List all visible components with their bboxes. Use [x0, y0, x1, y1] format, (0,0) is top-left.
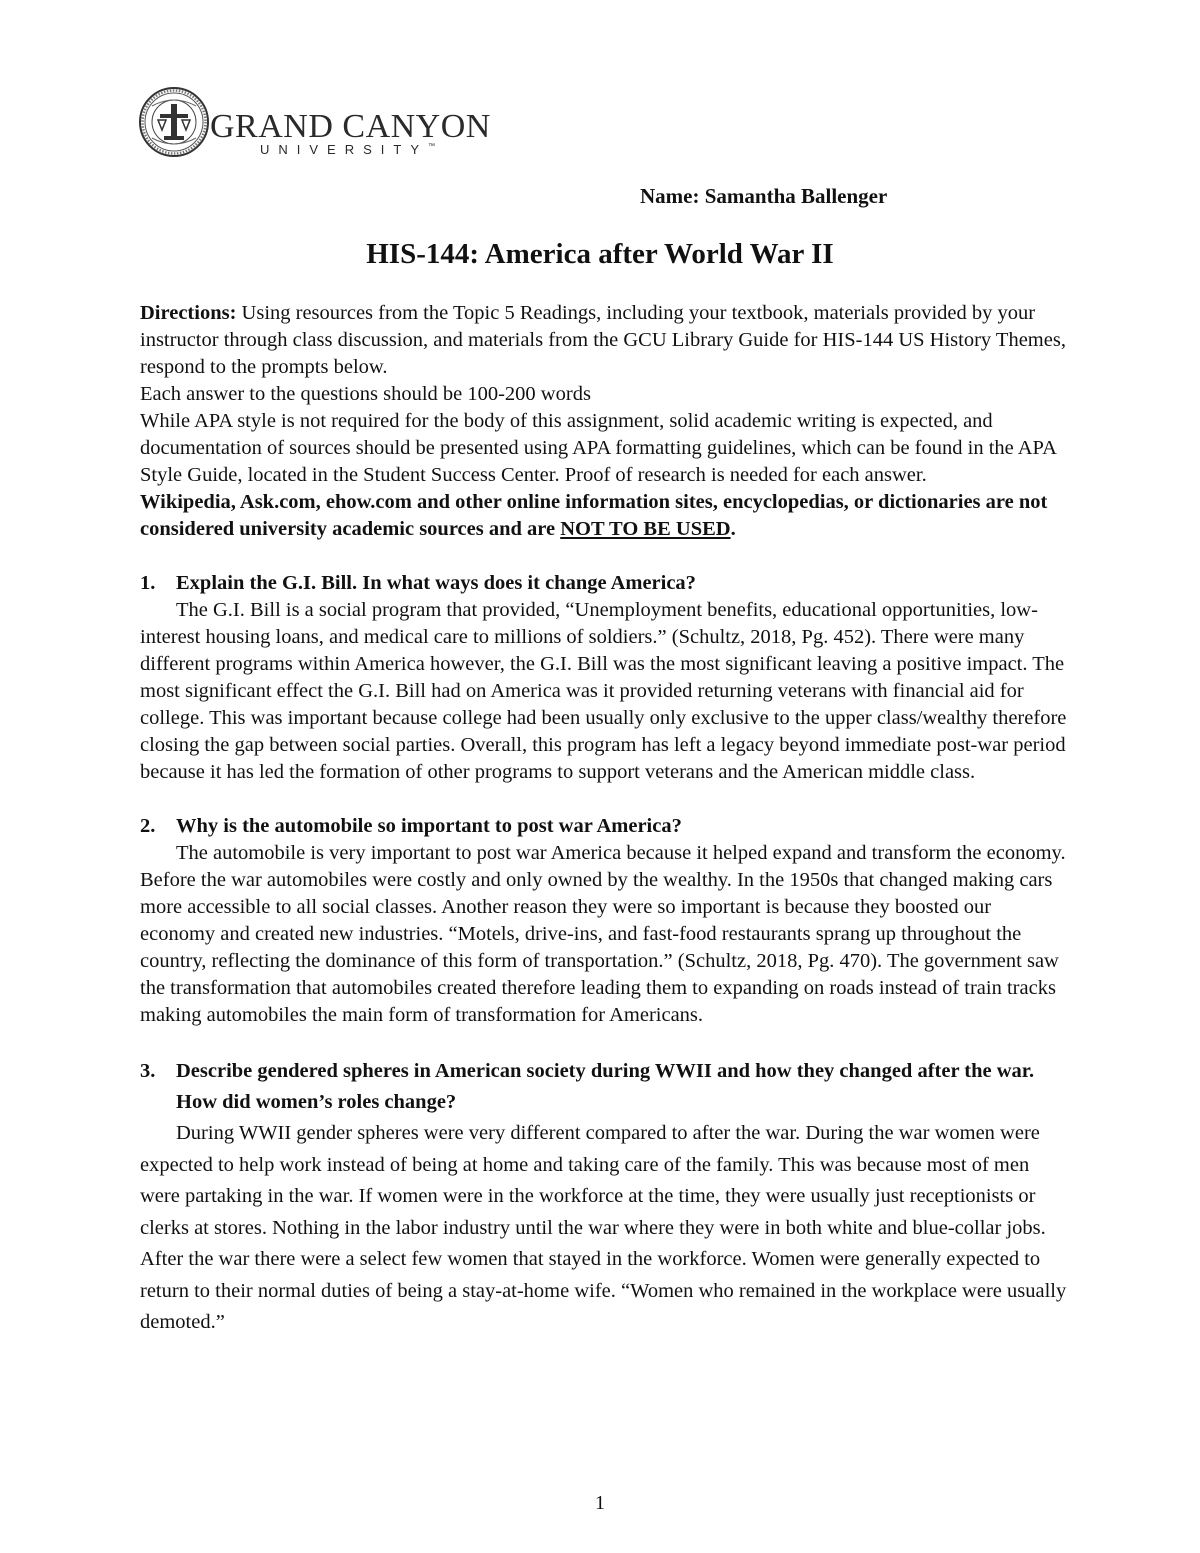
apa-instruction: While APA style is not required for the body of this assignment, solid academic writing is expected, and documentation of sources should be presented using APA formatting guidelines, which can be found in the APA Style Guide, located in the Student Success Center. Proof of research is needed for each answer. — [140, 410, 1056, 486]
question-number: 2. — [140, 815, 156, 837]
university-logo — [138, 86, 491, 162]
question-text: Describe gendered spheres in American society during WWII and how they changed after the war. How did women’s roles change? — [176, 1060, 1035, 1113]
word-count-instruction: Each answer to the questions should be 100-200 words — [140, 383, 591, 405]
university-name-top: GRAND CANYON — [210, 108, 491, 145]
question-number: 3. — [140, 1060, 156, 1082]
question-2 — [140, 813, 1070, 840]
document-body — [140, 300, 1070, 1339]
sources-warning-text: Wikipedia, Ask.com, ehow.com and other online information sites, encyclopedias, or dictionaries are not considered university academic sources and are — [140, 491, 1048, 540]
document-title: HIS-144: America after World War II — [366, 238, 834, 270]
directions-label: Directions: — [140, 302, 237, 324]
sources-warning-period: . — [730, 518, 736, 540]
trademark-symbol: ™ — [428, 143, 436, 150]
answer-2: The automobile is very important to post war America because it helped expand and transform the economy. Before the war automobiles were costly and only owned by the wealthy. In the 1950s that changed making cars more accessible to all social classes. Another reason they were so important is because they boosted our economy and created new industries. “Motels, drive-ins, and fast-food restaurants sprang up throughout the country, reflecting the dominance of this form of transportation.” (Schultz, 2018, Pg. 470). The government saw the transformation that automobiles created therefore leading them to expanding on roads instead of train tracks making automobiles the main form of transformation for Americans. — [140, 842, 1066, 1026]
question-1 — [140, 570, 1070, 597]
student-name: Name: Samantha Ballenger — [640, 184, 888, 208]
page-number: 1 — [595, 1492, 605, 1514]
university-seal-icon — [138, 86, 210, 158]
question-text: Why is the automobile so important to post war America? — [176, 815, 682, 837]
university-name-bottom — [260, 143, 435, 156]
question-text: Explain the G.I. Bill. In what ways does it change America? — [176, 572, 696, 594]
university-word: UNIVERSITY — [260, 142, 429, 157]
question-3 — [140, 1056, 1070, 1118]
answer-1: The G.I. Bill is a social program that provided, “Unemployment benefits, educational opportunities, low-interest housing loans, and medical care to millions of soldiers.” (Schultz, 2018, Pg. 452). There were many different programs within America however, the G.I. Bill was the most significant leaving a positive impact. The most significant effect the G.I. Bill had on America was it provided returning veterans with financial aid for college. This was important because college had been usually only exclusive to the upper class/wealthy therefore closing the gap between social parties. Overall, this program has left a legacy beyond immediate post-war period because it has led the formation of other programs to support veterans and the American middle class. — [140, 599, 1067, 783]
directions-text: Using resources from the Topic 5 Readings, including your textbook, materials provided by your instructor through class discussion, and materials from the GCU Library Guide for HIS-144 US History Themes, respond to the prompts below. — [140, 302, 1066, 378]
answer-3: During WWII gender spheres were very different compared to after the war. During the war women were expected to help work instead of being at home and taking care of the family. This was because most of men were partaking in the war. If women were in the workforce at the time, they were usually just receptionists or clerks at stores. Nothing in the labor industry until the war where they were in both white and blue-collar jobs. After the war there were a select few women that stayed in the workforce. Women were generally expected to return to their normal duties of being a stay-at-home wife. “Women who remained in the workplace were usually demoted.” — [140, 1122, 1067, 1333]
sources-warning-emphasis: NOT TO BE USED — [560, 518, 731, 540]
sources-warning — [140, 489, 1070, 543]
question-number: 1. — [140, 572, 156, 594]
directions-paragraph — [140, 300, 1070, 381]
